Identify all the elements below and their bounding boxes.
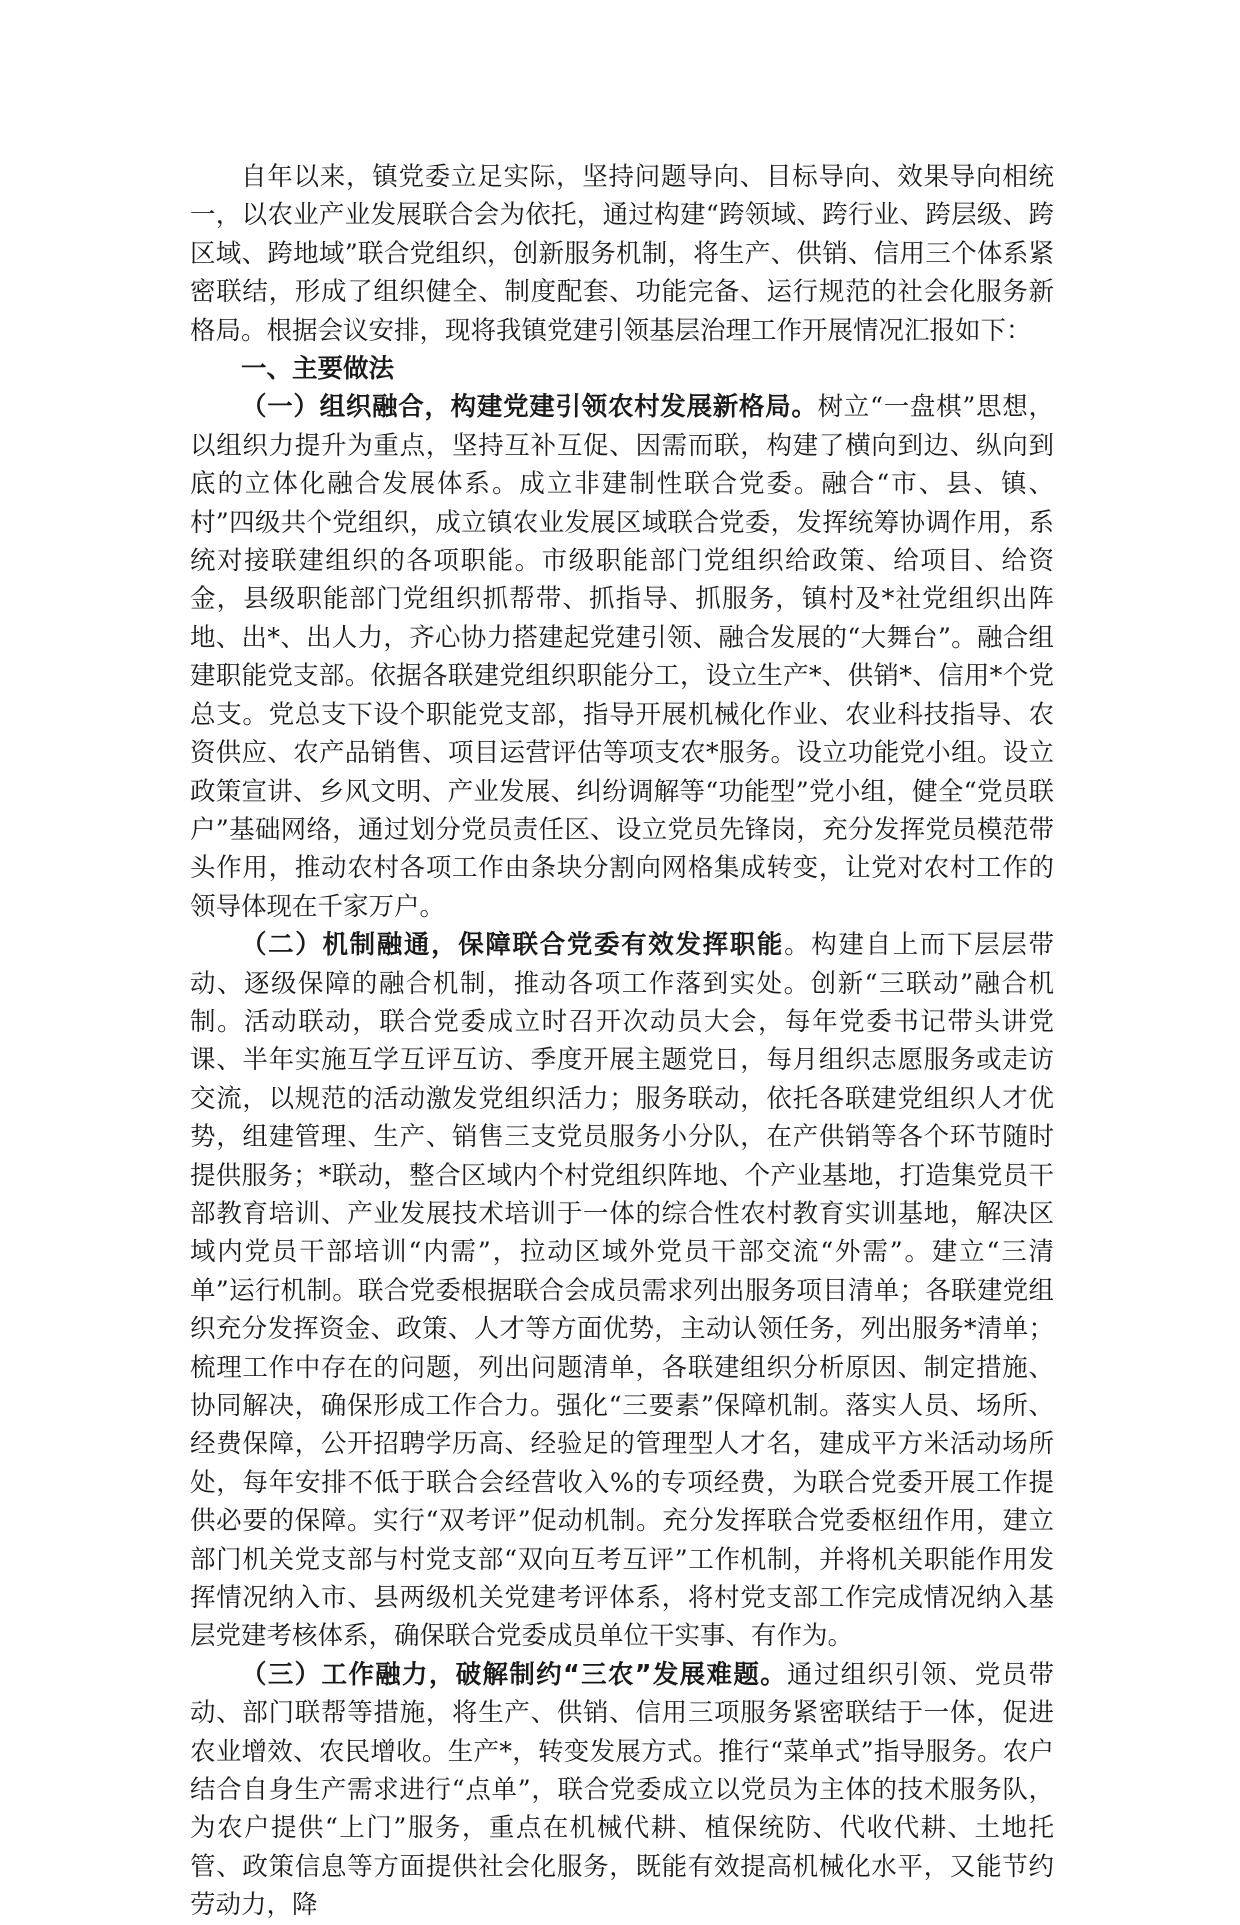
section-heading-main-practices: 一、主要做法 — [241, 354, 395, 385]
item-body-3: 通过组织引领、党员带动、部门联帮等措施，将生产、供销、信用三项服务紧密联结于一体，促进农业增效、农民增收。生产*，转变发展方式。推行“菜单式”指导服务。农户结合自身生产需求进行“点单”，联合党委成立以党员为主体的技术服务队，为农户提供“上门”服务，重点在机械代耕、植保统防、代收代耕、土地托管、政策信息等方面提供社会化服务，既能有效提高机械化水平，又能节约劳动力，降 — [190, 1659, 1054, 1921]
item-paragraph-2 — [190, 926, 1054, 1656]
item-body-1: 树立“一盘棋”思想，以组织力提升为重点，坚持互补互促、因需而联，构建了横向到边、纵向到底的立体化融合发展体系。成立非建制性联合党委。融合“市、县、镇、村”四级共个党组织，成立镇农业发展区域联合党委，发挥统筹协调作用，系统对接联建组织的各项职能。市级职能部门党组织给政策、给项目、给资金，县级职能部门党组织抓帮带、抓指导、抓服务，镇村及*社党组织出阵地、出*、出人力，齐心协力搭建起党建引领、融合发展的“大舞台”。融合组建职能党支部。依据各联建党组织职能分工，设立生产*、供销*、信用*个党总支。党总支下设个职能党支部，指导开展机械化作业、农业科技指导、农资供应、农产品销售、项目运营评估等项支农*服务。设立功能党小组。设立政策宣讲、乡风文明、产业发展、纠纷调解等“功能型”党小组，健全“党员联户”基础网络，通过划分党员责任区、设立党员先锋岗，充分发挥党员模范带头作用，推动农村各项工作由条块分割向网格集成转变，让党对农村工作的领导体现在千家万户。 — [190, 392, 1054, 922]
document-body — [190, 158, 1054, 1925]
item-lead-2: （二）机制融通，保障联合党委有效发挥职能 — [241, 930, 785, 961]
item-body-2: 。构建自上而下层层带动、逐级保障的融合机制，推动各项工作落到实处。创新“三联动”融合机制。活动联动，联合党委成立时召开次动员大会，每年党委书记带头讲党课、半年实施互学互评互访、季度开展主题党日，每月组织志愿服务或走访交流，以规范的活动激发党组织活力；服务联动，依托各联建党组织人才优势，组建管理、生产、销售三支党员服务小分队，在产供销等各个环节随时提供服务；*联动，整合区域内个村党组织阵地、个产业基地，打造集党员干部教育培训、产业发展技术培训于一体的综合性农村教育实训基地，解决区域内党员干部培训“内需”，拉动区域外党员干部交流“外需”。建立“三清单”运行机制。联合党委根据联合会成员需求列出服务项目清单；各联建党组织充分发挥资金、政策、人才等方面优势，主动认领任务，列出服务*清单；梳理工作中存在的问题，列出问题清单，各联建组织分析原因、制定措施、协同解决，确保形成工作合力。强化“三要素”保障机制。落实人员、场所、经费保障，公开招聘学历高、经验足的管理型人才名，建成平方米活动场所处，每年安排不低于联合会经营收入%的专项经费，为联合党委开展工作提供必要的保障。实行“双考评”促动机制。充分发挥联合党委枢纽作用，建立部门机关党支部与村党支部“双向互考互评”工作机制，并将机关职能作用发挥情况纳入市、县两级机关党建考评体系，将村党支部工作完成情况纳入基层党建考核体系，确保联合党委成员单位干实事、有作为。 — [190, 930, 1054, 1652]
item-lead-1: （一）组织融合，构建党建引领农村发展新格局。 — [241, 392, 818, 423]
item-paragraph-1 — [190, 388, 1054, 926]
intro-paragraph: 自年以来，镇党委立足实际，坚持问题导向、目标导向、效果导向相统一，以农业产业发展联合会为依托，通过构建“跨领域、跨行业、跨层级、跨区域、跨地域”联合党组织，创新服务机制，将生产、供销、信用三个体系紧密联结，形成了组织健全、制度配套、功能完备、运行规范的社会化服务新格局。根据会议安排，现将我镇党建引领基层治理工作开展情况汇报如下： — [190, 162, 1054, 346]
item-paragraph-3 — [190, 1656, 1054, 1925]
item-lead-3: （三）工作融力，破解制约“三农”发展难题。 — [241, 1659, 787, 1690]
